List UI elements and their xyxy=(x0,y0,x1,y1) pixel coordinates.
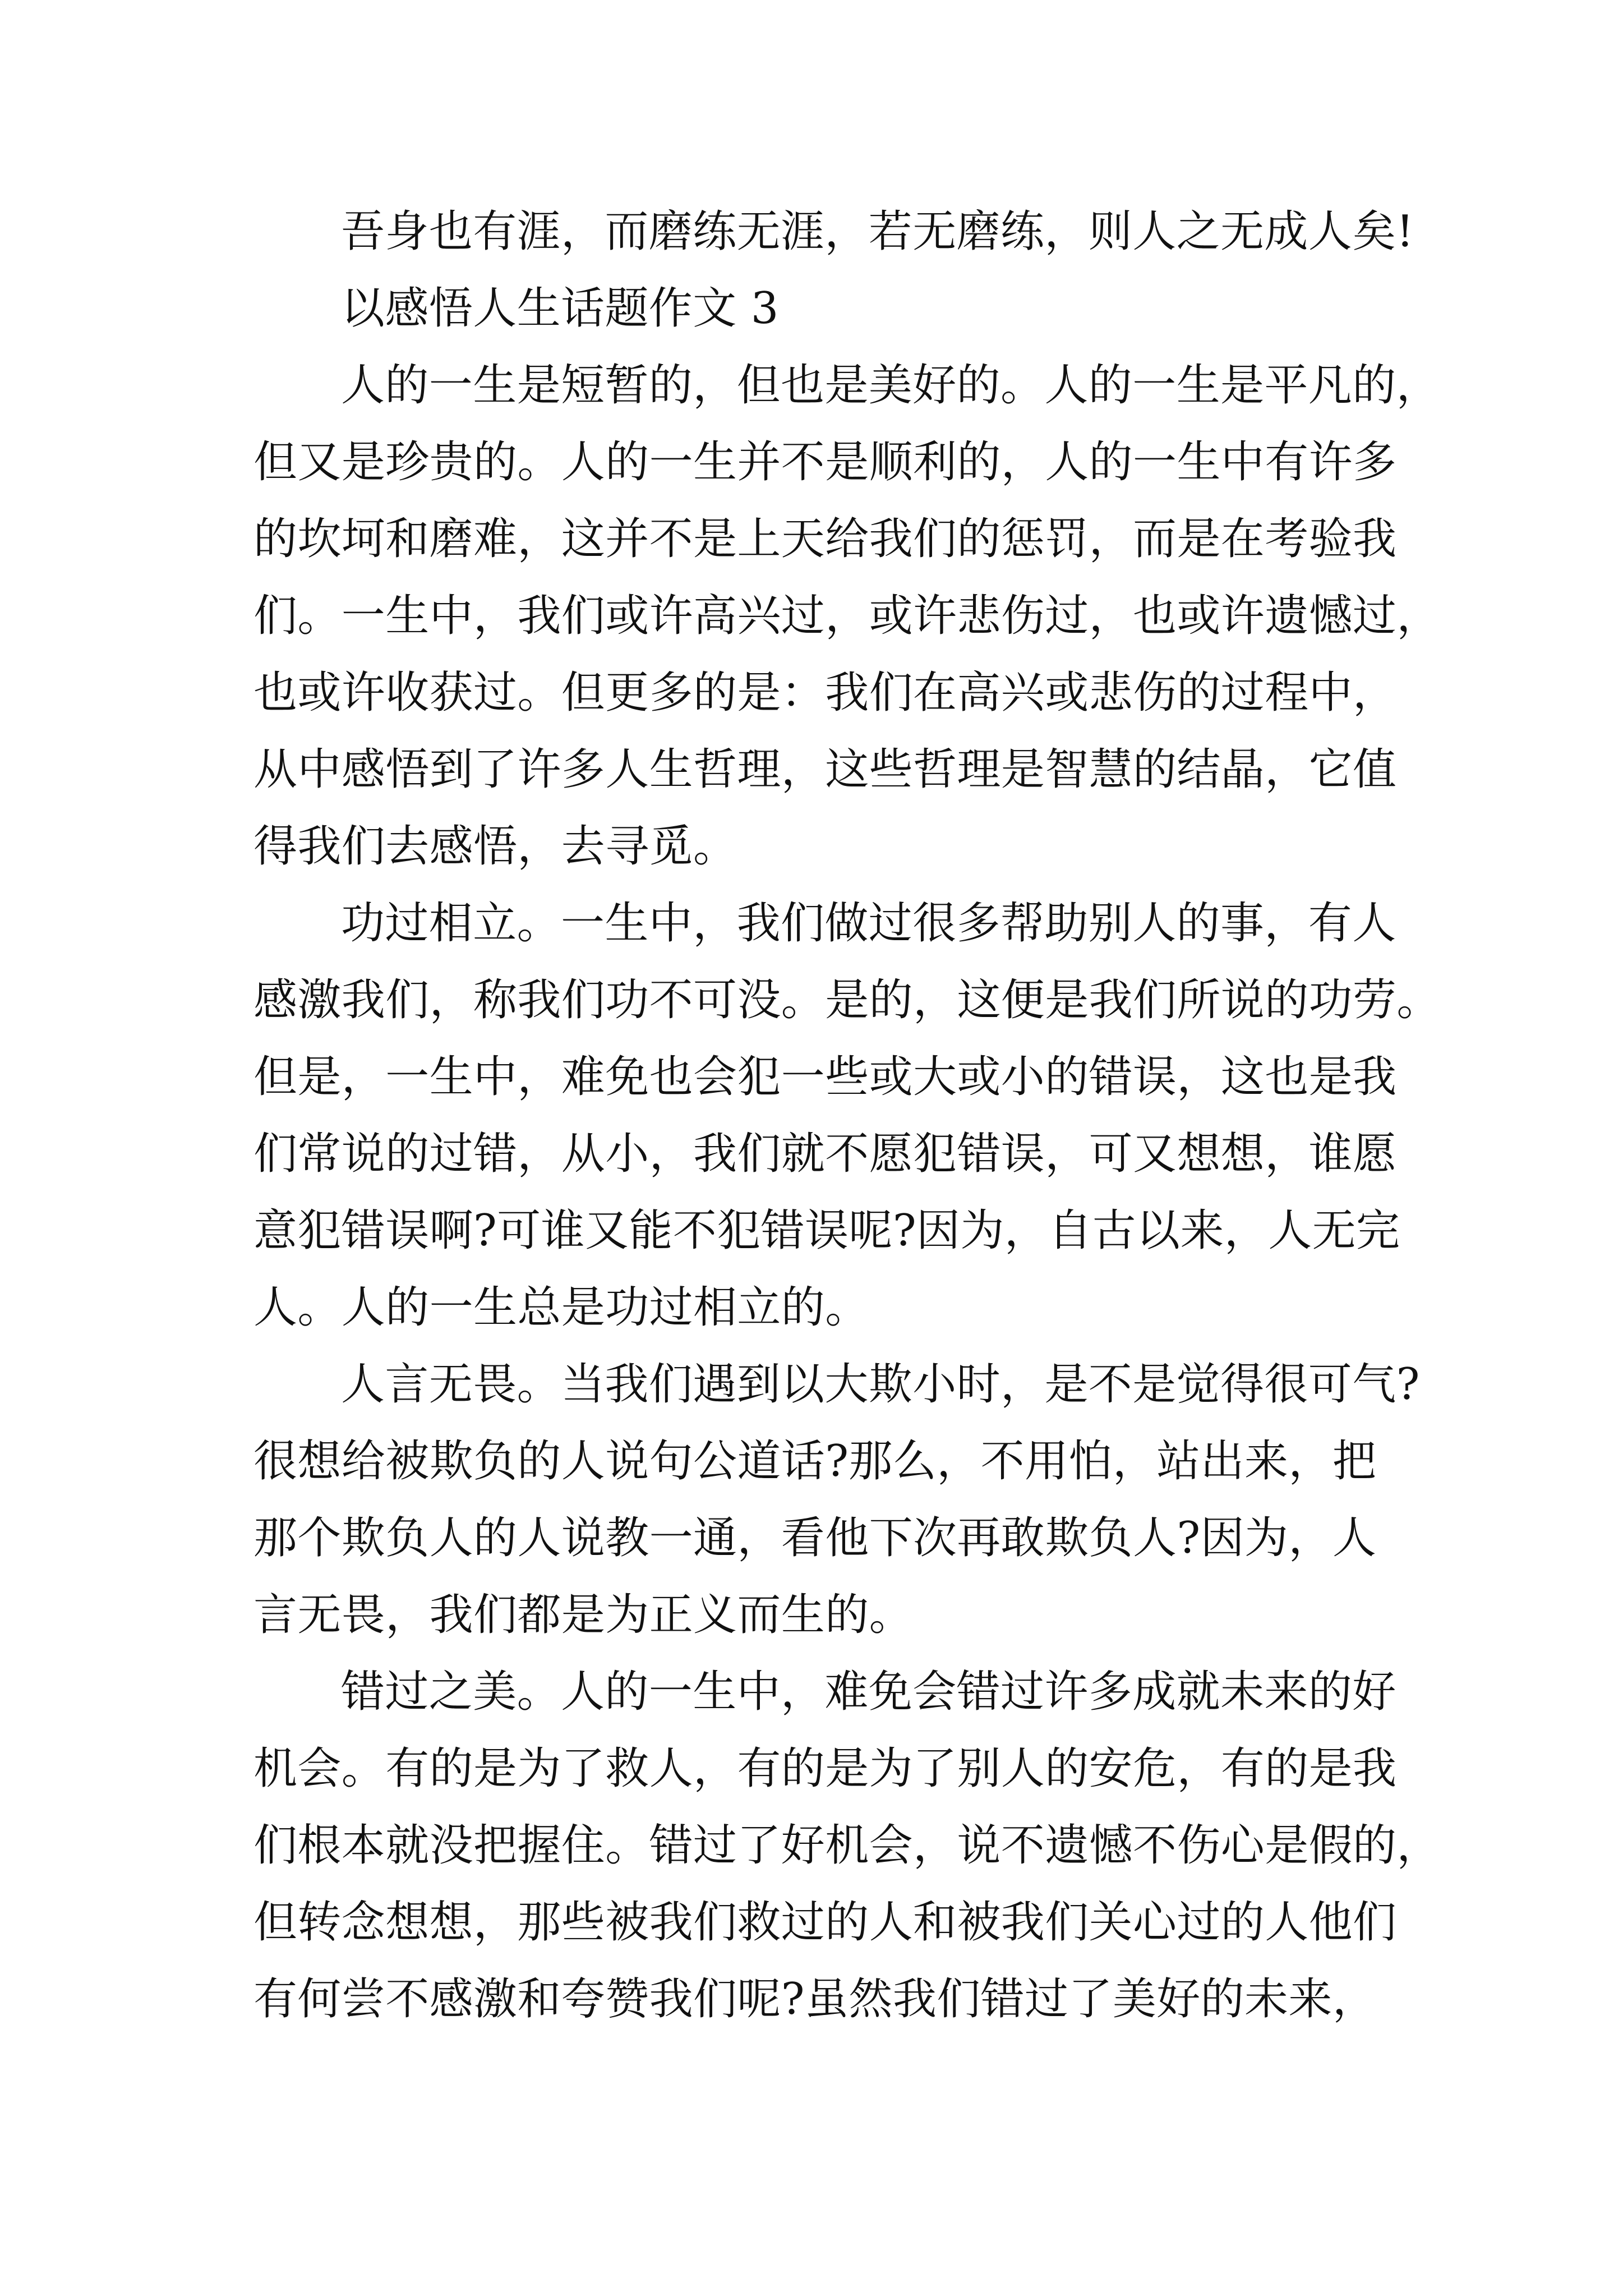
text-line: 意犯错误啊?可谁又能不犯错误呢?因为，自古以来，人无完 xyxy=(253,1205,1400,1256)
text-line: 人。人的一生总是功过相立的。 xyxy=(253,1282,869,1333)
text-line: 得我们去感悟，去寻觅。 xyxy=(253,821,737,872)
text-line: 吾身也有涯，而磨练无涯，若无磨练，则人之无成人矣! xyxy=(341,206,1414,257)
text-line: 感激我们，称我们功不可没。是的，这便是我们所说的功劳。 xyxy=(253,975,1441,1025)
text-line: 有何尝不感激和夸赞我们呢?虽然我们错过了美好的未来， xyxy=(253,1974,1377,2024)
text-line: 但转念想想，那些被我们救过的人和被我们关心过的人他们 xyxy=(253,1897,1397,1948)
text-line: 们。一生中，我们或许高兴过，或许悲伤过，也或许遗憾过， xyxy=(253,591,1441,641)
text-line: 们根本就没把握住。错过了好机会，说不遗憾不伤心是假的， xyxy=(253,1820,1441,1871)
text-line: 人言无畏。当我们遇到以大欺小时，是不是觉得很可气? xyxy=(341,1359,1420,1410)
text-line: 那个欺负人的人说教一通，看他下次再敢欺负人?因为，人 xyxy=(253,1513,1377,1563)
text-line: 错过之美。人的一生中，难免会错过许多成就未来的好 xyxy=(341,1667,1396,1717)
text-line: 但是，一生中，难免也会犯一些或大或小的错误，这也是我 xyxy=(253,1052,1397,1102)
text-line: 从中感悟到了许多人生哲理，这些哲理是智慧的结晶，它值 xyxy=(253,744,1397,795)
text-line: 言无畏，我们都是为正义而生的。 xyxy=(253,1590,914,1640)
document-body xyxy=(253,194,1441,2038)
text-line: 机会。有的是为了救人，有的是为了别人的安危，有的是我 xyxy=(253,1743,1397,1794)
text-line: 功过相立。一生中，我们做过很多帮助别人的事，有人 xyxy=(341,898,1396,949)
text-line: 也或许收获过。但更多的是：我们在高兴或悲伤的过程中， xyxy=(253,668,1397,718)
text-line: 们常说的过错，从小，我们就不愿犯错误，可又想想，谁愿 xyxy=(253,1129,1397,1179)
text-line: 很想给被欺负的人说句公道话?那么，不用怕，站出来，把 xyxy=(253,1436,1377,1487)
text-line: 的坎坷和磨难，这并不是上天给我们的惩罚，而是在考验我 xyxy=(253,514,1397,564)
section-heading: 以感悟人生话题作文 3 xyxy=(341,283,779,334)
text-line: 人的一生是短暂的，但也是美好的。人的一生是平凡的， xyxy=(341,360,1441,411)
text-line: 但又是珍贵的。人的一生并不是顺利的，人的一生中有许多 xyxy=(253,437,1397,487)
